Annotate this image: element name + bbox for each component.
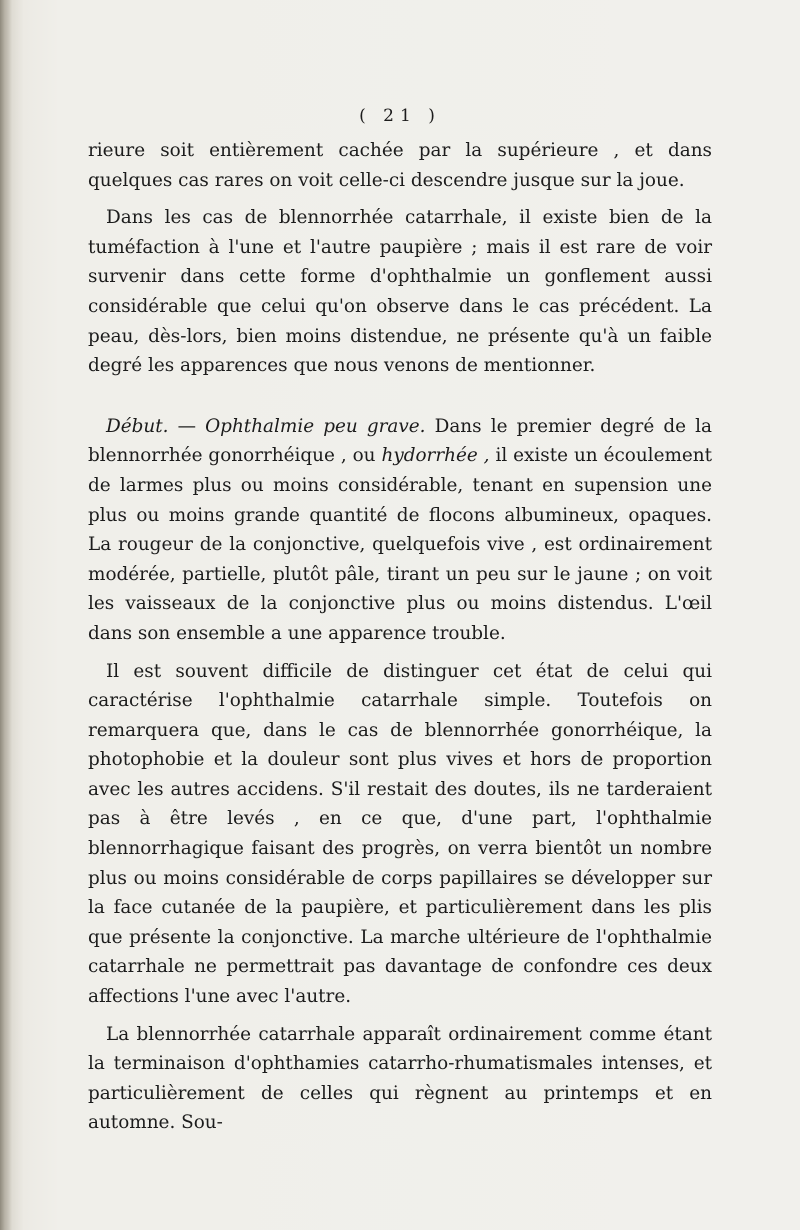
term-hydorrhee: hydorrhée , — [381, 445, 490, 467]
paragraph-3 — [88, 412, 712, 649]
section-heading-ophthalmie: Ophthalmie peu grave. — [205, 415, 426, 437]
body-text — [88, 136, 712, 1138]
section-heading-debut: Début. — [106, 415, 169, 437]
paragraph-4: Il est souvent difficile de distinguer cet état de celui qui caractérise l'ophthalmie catarrhale simple. Toutefois on remarquera que, dans le cas de blennorrhée gonorrhéique, la photophobie et la douleur sont plus vives et hors de proportion avec les autres accidens. S'il restait des doutes, ils ne tarderaient pas à être levés , en ce que, d'une part, l'ophthalmie blennorrhagique faisant des progrès, on verra bientôt un nombre plus ou moins considérable de corps papillaires se développer sur la face cutanée de la paupière, et particulièrement dans les plis que présente la conjonctive. La marche ultérieure de l'ophthalmie catarrhale ne permettrait pas davantage de confondre ces deux affections l'une avec l'autre. — [88, 660, 712, 1008]
page-number: ( 21 ) — [359, 106, 441, 126]
paragraph-2: Dans les cas de blennorrhée catarrhale, il existe bien de la tuméfaction à l'une et l'autre paupière ; mais il est rare de voir survenir dans cette forme d'ophthalmie un gonflement aussi considérable que celui qu'on observe dans le cas précédent. La peau, dès-lors, bien moins distendue, ne présente qu'à un faible degré les apparences que nous venons de mentionner. — [88, 207, 712, 377]
heading-dash: — — [168, 415, 206, 437]
paragraph-3-text-a: Dans le premier degré de la blennorrhée gonorrhéique , ou — [88, 415, 712, 467]
binding-edge — [0, 0, 12, 1230]
paragraph-5: La blennorrhée catarrhale apparaît ordinairement comme étant la terminaison d'ophthamies catarrho-rhumatismales intenses, et particulièrement de celles qui règnent au printemps et en automne. Sou- — [88, 1023, 712, 1134]
paragraph-3-text-b: il existe un écoulement de larmes plus ou moins considérable, tenant en supension une plus ou moins grande quantité de flocons albumineux, opaques. La rougeur de la conjonctive, quelquefois vive , est ordinairement modérée, partielle, plutôt pâle, tirant un peu sur le jaune ; on voit les vaisseaux de la conjonctive plus ou moins distendus. L'œil dans son ensemble a une apparence trouble. — [88, 445, 713, 644]
paragraph-1: rieure soit entièrement cachée par la supérieure , et dans quelques cas rares on voit celle-ci descendre jusque sur la joue. — [88, 140, 712, 191]
